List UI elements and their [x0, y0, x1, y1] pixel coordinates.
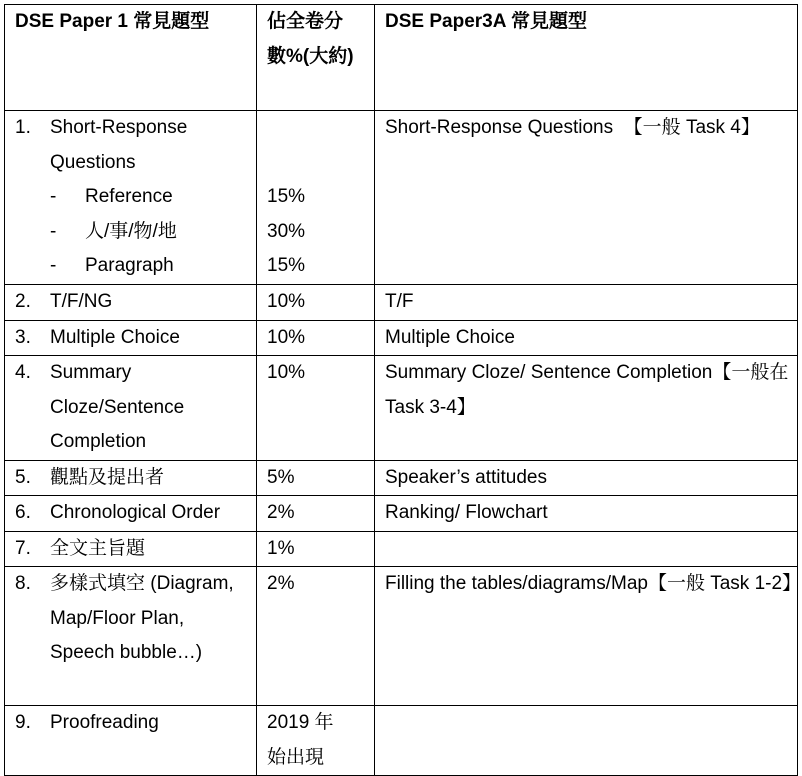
table-row	[5, 460, 798, 496]
paper3a-cell: T/F	[375, 285, 798, 321]
row-number: 8.	[15, 573, 31, 594]
row-number: 9.	[15, 712, 31, 733]
header-paper1: DSE Paper 1 常見題型	[5, 5, 257, 111]
paper1-type: T/F/NG	[50, 291, 113, 312]
row-number: 7.	[15, 537, 31, 559]
paper1-type: 全文主旨題	[50, 537, 146, 559]
paper1-type: Chronological Order	[50, 502, 221, 523]
sub-percentage: 15%	[267, 186, 306, 207]
sub-dash: -	[50, 255, 57, 276]
question-types-table	[4, 4, 802, 776]
table-row	[5, 706, 798, 776]
paper3a-cell	[375, 706, 798, 776]
percentage-cell: 1%	[257, 531, 375, 567]
row-number: 2.	[15, 291, 31, 312]
paper3a-cell: Summary Cloze/ Sentence Completion【一般在 Task 3-4】	[375, 356, 798, 461]
paper3a-cell	[375, 531, 798, 567]
percentage-cell: 2%	[257, 496, 375, 532]
paper3a-cell: Ranking/ Flowchart	[375, 496, 798, 532]
row-number: 5.	[15, 466, 31, 488]
header-row	[5, 5, 798, 111]
header-percentage: 佔全卷分數%(大約)	[257, 5, 375, 111]
table-row	[5, 320, 798, 356]
row-number: 6.	[15, 502, 31, 523]
paper1-type: Summary Cloze/Sentence Completion	[50, 362, 185, 452]
table-row	[5, 567, 798, 706]
sub-percentage: 15%	[267, 255, 306, 276]
paper3a-cell: Short-Response Questions 【一般 Task 4】	[375, 111, 798, 285]
row-number: 1.	[15, 117, 31, 138]
table-row	[5, 496, 798, 532]
row-number: 4.	[15, 362, 31, 383]
header-paper3a: DSE Paper3A 常見題型	[375, 5, 798, 111]
table-row	[5, 111, 798, 285]
paper3a-cell: Speaker’s attitudes	[375, 460, 798, 496]
percentage-cell: 10%	[257, 356, 375, 461]
percentage-cell: 10%	[257, 320, 375, 356]
percentage-cell: 5%	[257, 460, 375, 496]
paper3a-cell: Multiple Choice	[375, 320, 798, 356]
paper1-type: Short-Response Questions	[50, 117, 188, 173]
sub-dash: -	[50, 220, 57, 242]
percentage-cell: 2%	[257, 567, 375, 706]
paper1-cell	[5, 111, 257, 285]
paper1-type: Multiple Choice	[50, 326, 180, 348]
row-number: 3.	[15, 326, 31, 348]
percentage-cell	[257, 111, 375, 285]
sub-percentage: 30%	[267, 220, 306, 242]
table-row	[5, 531, 798, 567]
table-row	[5, 356, 798, 461]
paper1-type: 觀點及提出者	[50, 466, 165, 488]
paper1-type: 多樣式填空 (Diagram, Map/Floor Plan, Speech bubble…)	[50, 573, 234, 663]
sub-type: Paragraph	[85, 255, 174, 276]
table-row	[5, 285, 798, 321]
sub-dash: -	[50, 186, 57, 207]
sub-type: 人/事/物/地	[85, 220, 177, 242]
percentage-cell: 10%	[257, 285, 375, 321]
paper3a-cell: Filling the tables/diagrams/Map【一般 Task 1-2】	[375, 567, 798, 706]
percentage-cell: 2019 年始出現	[257, 706, 375, 776]
sub-type: Reference	[85, 186, 173, 207]
paper1-type: Proofreading	[50, 712, 159, 733]
